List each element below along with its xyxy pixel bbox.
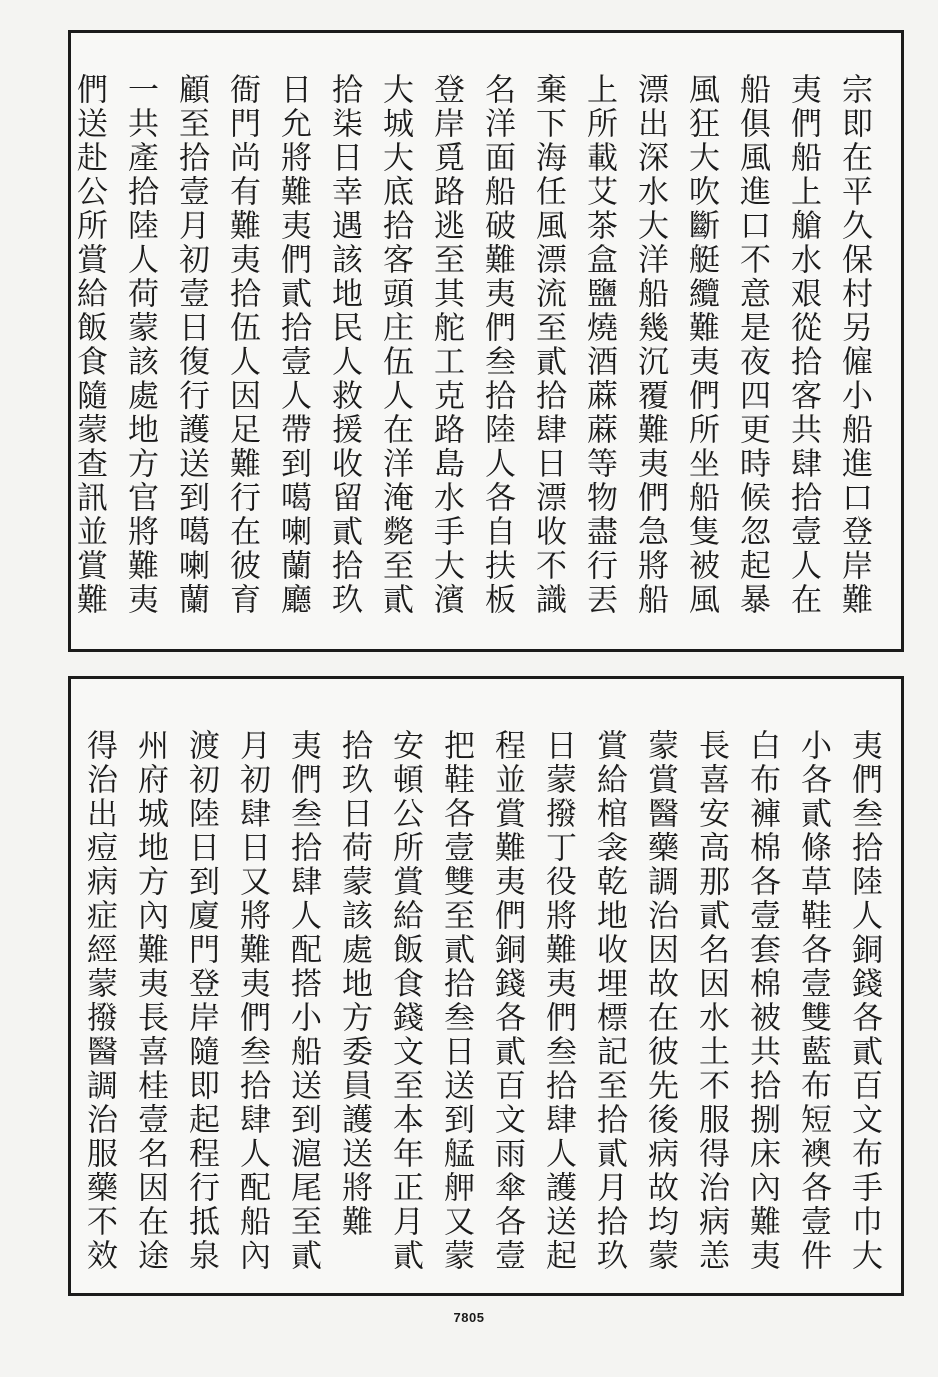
text-column: 衙門尚有難夷拾伍人因足難行在彼育: [224, 73, 260, 617]
text-column: 白布褲棉各壹套棉被共拾捌床內難夷: [744, 729, 780, 1273]
top-panel-vertical-text: [63, 73, 879, 648]
text-column: 上所載艾茶盒鹽燒酒蔴蔴等物盡行丟: [581, 73, 617, 617]
text-column: 風狂大吹斷艇纜難夷們所坐船隻被風: [683, 73, 719, 617]
top-text-panel: [68, 30, 904, 652]
text-column: 蒙賞醫藥調治因故在彼先後病故均蒙: [642, 729, 678, 1273]
text-column: 賞給棺衾乾地收埋標記至拾貳月拾玖: [591, 729, 627, 1273]
text-column: 日允將難夷們貳拾壹人帶到噶喇蘭廳: [275, 73, 311, 617]
text-column: 渡初陸日到廈門登岸隨即起程行抵泉: [183, 729, 219, 1273]
text-column: 大城大底拾客頭庄伍人在洋淹斃至貳: [377, 73, 413, 617]
text-column: 長喜安高那貳名因水土不服得治病恙: [693, 729, 729, 1273]
text-column: 夷們叁拾陸人銅錢各貳百文布手巾大: [846, 729, 882, 1273]
text-column: 夷們船上艙水艰從拾客共肆拾壹人在: [785, 73, 821, 617]
text-column: 船俱風進口不意是夜四更時候忽起暴: [734, 73, 770, 617]
text-column: 把鞋各壹雙至貳拾叁日送到艋舺又蒙: [438, 729, 474, 1273]
bottom-text-panel: [68, 676, 904, 1296]
bottom-panel-vertical-text: [73, 729, 889, 1294]
text-column: 得治出痘病症經蒙撥醫調治服藥不效: [81, 729, 117, 1273]
text-column: 小各貳條草鞋各壹雙藍布短襖各壹件: [795, 729, 831, 1273]
text-column: 程並賞難夷們銅錢各貳百文雨傘各壹: [489, 729, 525, 1273]
text-column: 一共產拾陸人荷蒙該處地方官將難夷: [122, 73, 158, 617]
text-column: 登岸覓路逃至其舵工克路島水手大濱: [428, 73, 464, 617]
text-column: 拾玖日荷蒙該處地方委員護送將難: [336, 729, 372, 1239]
text-column: 夷們叁拾肆人配搭小船送到滬尾至貳: [285, 729, 321, 1273]
text-column: 州府城地方內難夷長喜桂壹名因在途: [132, 729, 168, 1273]
page-number: 7805: [453, 1310, 485, 1325]
text-column: 名洋面船破難夷們叁拾陸人各自扶板: [479, 73, 515, 617]
text-column: 拾柒日幸遇該地民人救援收留貳拾玖: [326, 73, 362, 617]
text-column: 棄下海任風漂流至貳拾肆日漂收不識: [530, 73, 566, 617]
text-column: 們送赴公所賞給飯食隨蒙查訊並賞難: [71, 73, 107, 617]
text-column: 顧至拾壹月初壹日復行護送到噶喇蘭: [173, 73, 209, 617]
text-column: 日蒙撥丁役將難夷們叁拾肆人護送起: [540, 729, 576, 1273]
text-column: 安頓公所賞給飯食錢文至本年正月貳: [387, 729, 423, 1273]
text-column: 宗即在平久保村另僱小船進口登岸難: [836, 73, 872, 617]
text-column: 漂出深水大洋船幾沉覆難夷們急將船: [632, 73, 668, 617]
text-column: 月初肆日又將難夷們叁拾肆人配船內: [234, 729, 270, 1273]
